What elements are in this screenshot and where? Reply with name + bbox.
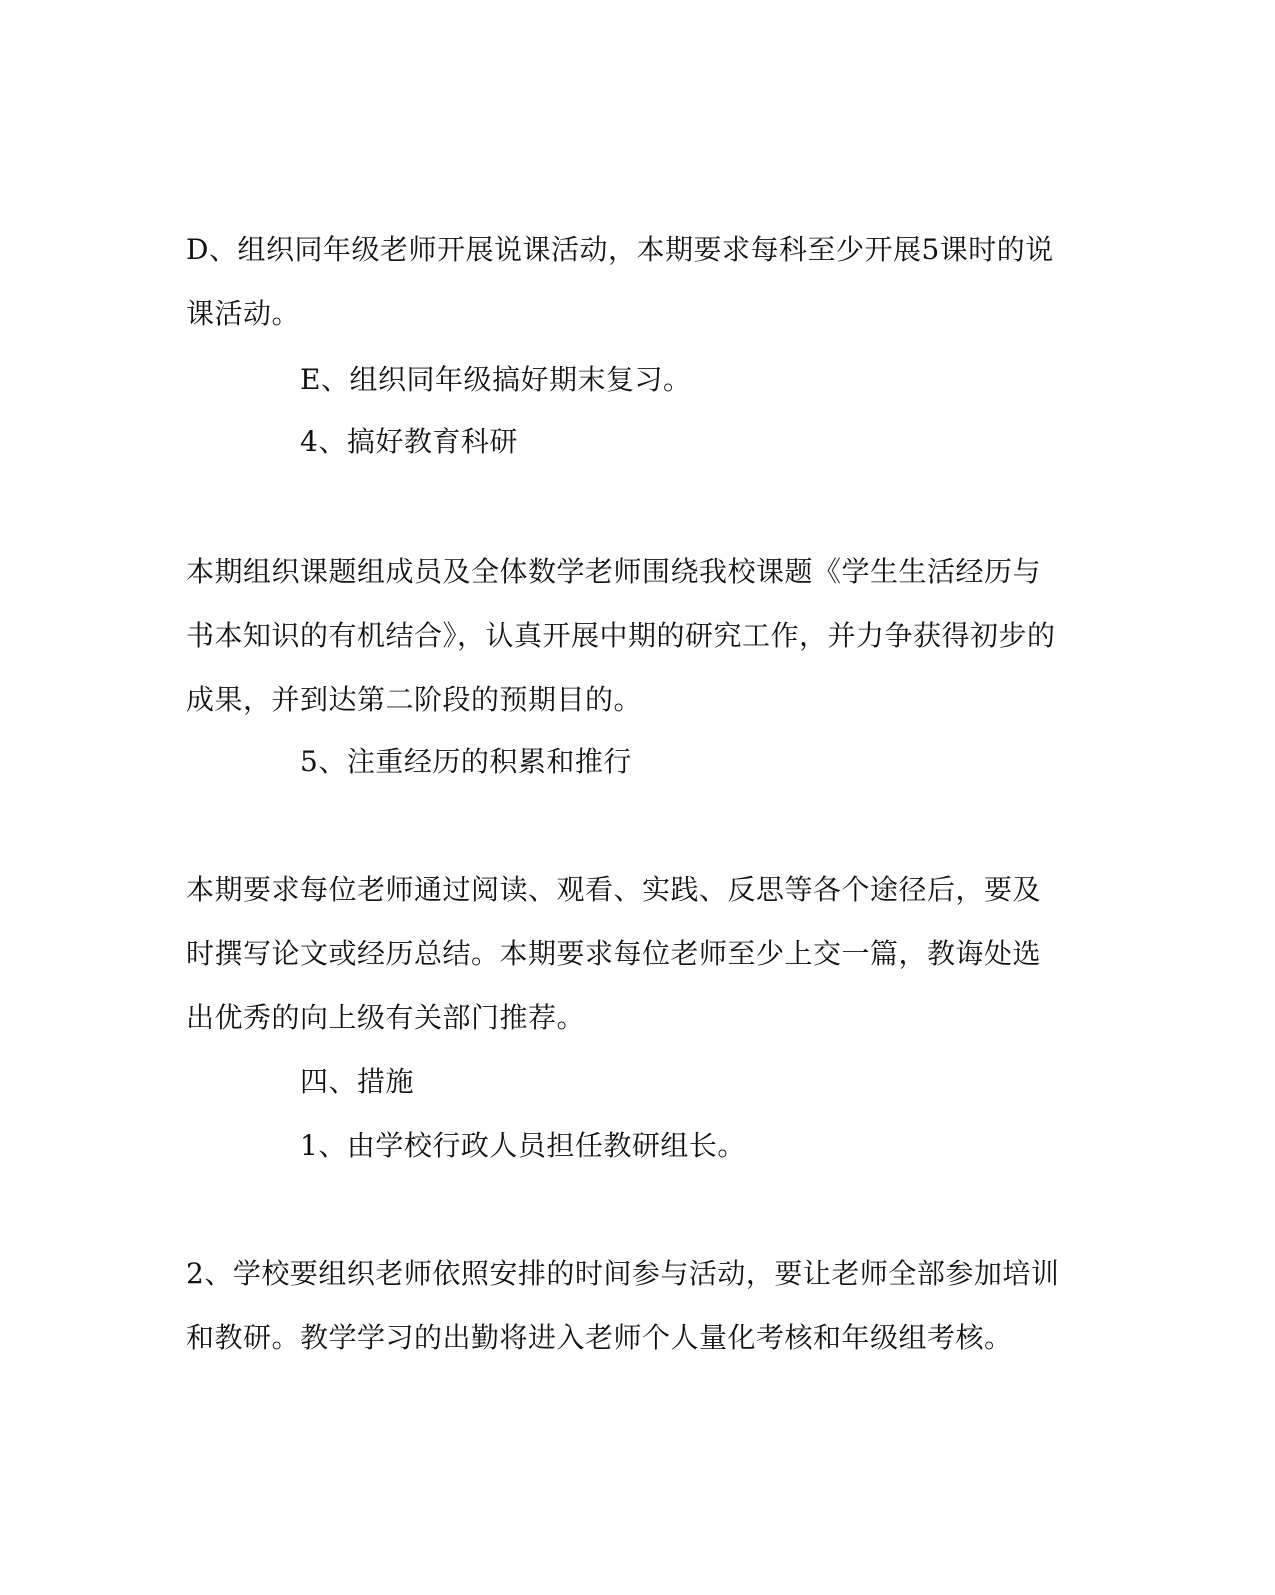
paragraph-measure-two: 2、学校要组织老师依照安排的时间参与活动，要让老师全部参加培训和教研。教学学习的出勤将进入老师个人量化考核和年级组考核。 [186, 1257, 1060, 1354]
paragraph-research-topic: 本期组织课题组成员及全体数学老师围绕我校课题《学生生活经历与书本知识的有机结合》，认真开展中期的研究工作，并力争获得初步的成果，并到达第二阶段的预期目的。 [186, 555, 1056, 716]
heading-measures: 四、措施 [300, 1065, 415, 1098]
paragraph-final-review: E、组织同年级搞好期末复习。 [300, 363, 692, 396]
paragraph-measure-one: 1、由学校行政人员担任教研组长。 [300, 1129, 746, 1162]
paragraph-experience-summary: 本期要求每位老师通过阅读、观看、实践、反思等各个途径后，要及时撰写论文或经历总结。本期要求每位老师至少上交一篇，教诲处选出优秀的向上级有关部门推荐。 [186, 873, 1042, 1034]
heading-education-research: 4、搞好教育科研 [300, 425, 518, 458]
paragraph-lecture-activity: D、组织同年级老师开展说课活动，本期要求每科至少开展5课时的说课活动。 [186, 233, 1054, 330]
heading-experience-accumulation: 5、注重经历的积累和推行 [300, 745, 632, 778]
